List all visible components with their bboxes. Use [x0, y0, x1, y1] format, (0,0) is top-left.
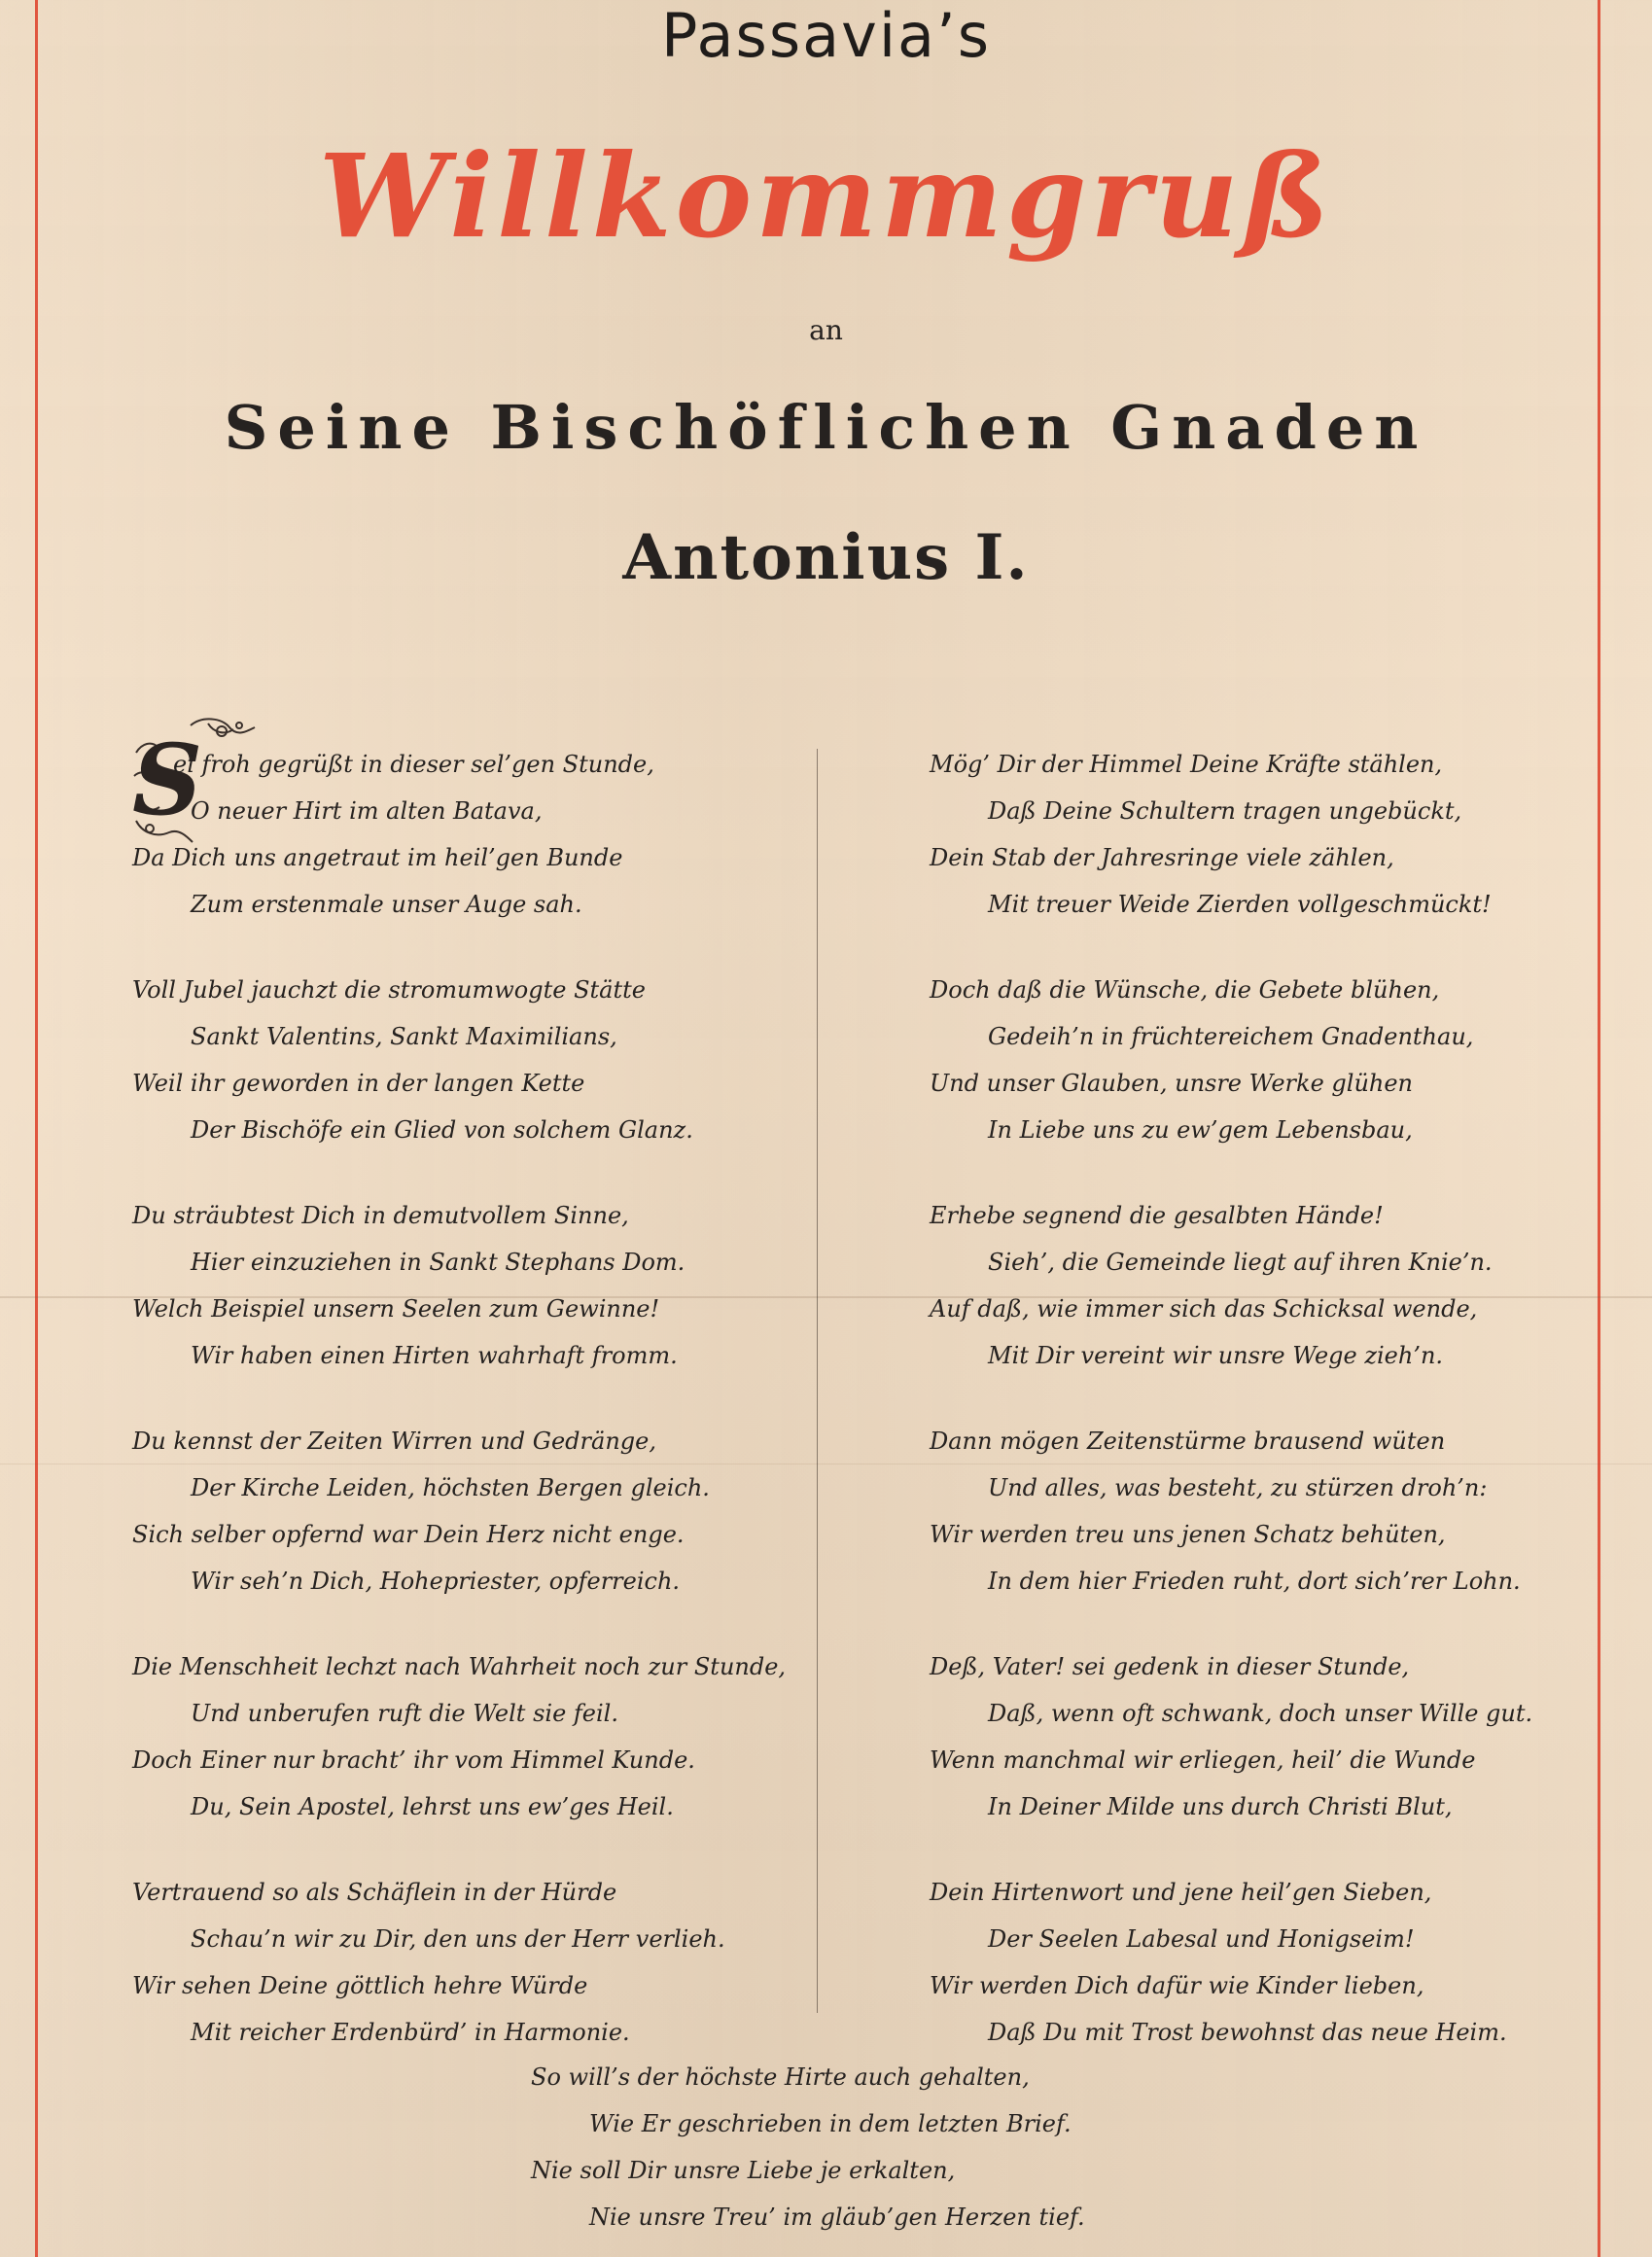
poem-line: Und alles, was besteht, zu stürzen droh’n: — [988, 1474, 1488, 1501]
poem-line: Erhebe segnend die gesalbten Hände! — [930, 1202, 1384, 1229]
poem-line: Doch daß die Wünsche, die Gebete blühen, — [930, 976, 1440, 1004]
poem-line: Sankt Valentins, Sankt Maximilians, — [191, 1023, 617, 1050]
poem-line: Wir sehen Deine göttlich hehre Würde — [132, 1972, 588, 1999]
poem-line: Dann mögen Zeitenstürme brausend wüten — [930, 1428, 1446, 1455]
stanza — [132, 741, 871, 967]
final-stanza — [531, 2054, 1212, 2240]
stanza — [930, 1192, 1652, 1418]
poem-line: Der Bischöfe ein Glied von solchem Glanz. — [191, 1116, 693, 1144]
poem-line: Daß, wenn oft schwank, doch unser Wille gut. — [988, 1700, 1533, 1727]
poem-line: Schau’n wir zu Dir, den uns der Herr verlieh. — [191, 1925, 725, 1953]
poem-line: ei froh gegrüßt in dieser sel’gen Stunde, — [173, 751, 654, 778]
stanza — [930, 1418, 1652, 1643]
stanza — [930, 1643, 1652, 1869]
left-poem-column — [132, 741, 871, 2095]
drop-cap-letter: S — [132, 723, 203, 837]
poem-line: Weil ihr geworden in der langen Kette — [132, 1070, 585, 1097]
poem-line: Gedeih’n in früchtereichem Gnadenthau, — [988, 1023, 1474, 1050]
poem-line: Du sträubtest Dich in demutvollem Sinne, — [132, 1202, 629, 1229]
poem-line: Sieh’, die Gemeinde liegt auf ihren Knie’n. — [988, 1249, 1493, 1276]
poem-line: Du, Sein Apostel, lehrst uns ew’ges Heil. — [191, 1793, 674, 1820]
poem-line: Und unberufen ruft die Welt sie feil. — [191, 1700, 618, 1727]
poem-line: Mit Dir vereint wir unsre Wege zieh’n. — [988, 1342, 1444, 1369]
poem-line: Nie soll Dir unsre Liebe je erkalten, — [531, 2157, 956, 2184]
poem-line: Zum erstenmale unser Auge sah. — [191, 891, 582, 918]
recipient-title: Seine Bischöflichen Gnaden — [224, 392, 1428, 463]
poem-line: Dein Stab der Jahresringe viele zählen, — [930, 844, 1394, 871]
stanza — [132, 1418, 871, 1643]
poem-line: Wir werden treu uns jenen Schatz behüten, — [930, 1521, 1446, 1548]
poem-line: Da Dich uns angetraut im heil’gen Bunde — [132, 844, 623, 871]
poem-line: Mit reicher Erdenbürd’ in Harmonie. — [191, 2019, 630, 2046]
poem-line: Du kennst der Zeiten Wirren und Gedränge, — [132, 1428, 656, 1455]
poem-line: In Deiner Milde uns durch Christi Blut, — [988, 1793, 1453, 1820]
poem-line: O neuer Hirt im alten Batava, — [191, 797, 543, 825]
stanza — [930, 967, 1652, 1192]
poem-line: Voll Jubel jauchzt die stromumwogte Stätte — [132, 976, 646, 1004]
poem-line: Wir haben einen Hirten wahrhaft fromm. — [191, 1342, 678, 1369]
poem-line: In Liebe uns zu ew’gem Lebensbau, — [988, 1116, 1413, 1144]
poem-line: Daß Deine Schultern tragen ungebückt, — [988, 797, 1462, 825]
poem-line: Die Menschheit lechzt nach Wahrheit noch zur Stunde, — [132, 1653, 787, 1680]
poem-line: Hier einzuziehen in Sankt Stephans Dom. — [191, 1249, 685, 1276]
stanza — [132, 967, 871, 1192]
poem-line: Wir seh’n Dich, Hohepriester, opferreich. — [191, 1568, 681, 1595]
stanza — [132, 1643, 871, 1869]
poem-line: Wie Er geschrieben in dem letzten Brief. — [589, 2110, 1072, 2137]
dedication-word: an — [809, 314, 843, 346]
poem-line: In dem hier Frieden ruht, dort sich’rer Lohn. — [988, 1568, 1521, 1595]
poem-line: Nie unsre Treu’ im gläub’gen Herzen tief. — [589, 2204, 1085, 2231]
right-poem-column — [930, 741, 1652, 2095]
poem-line: Der Seelen Labesal und Honigseim! — [988, 1925, 1415, 1953]
poem-line: So will’s der höchste Hirte auch gehalten, — [531, 2063, 1030, 2091]
publisher-heading: Passavia’s — [660, 0, 992, 71]
poem-line: Mit treuer Weide Zierden vollgeschmückt! — [988, 891, 1492, 918]
red-title: Willkommgruß — [318, 128, 1334, 264]
poem-line: Mög’ Dir der Himmel Deine Kräfte stählen, — [930, 751, 1443, 778]
stanza — [132, 1192, 871, 1418]
poem-line: Welch Beispiel unsern Seelen zum Gewinne! — [132, 1295, 660, 1322]
poem-line: Und unser Glauben, unsre Werke glühen — [930, 1070, 1414, 1097]
poem-line: Dein Hirtenwort und jene heil’gen Sieben, — [930, 1879, 1432, 1906]
poem-line: Daß Du mit Trost bewohnst das neue Heim. — [988, 2019, 1507, 2046]
poem-line: Vertrauend so als Schäflein in der Hürde — [132, 1879, 617, 1906]
stanza — [930, 741, 1652, 967]
poem-line: Auf daß, wie immer sich das Schicksal wende, — [930, 1295, 1478, 1322]
poem-line: Sich selber opfernd war Dein Herz nicht enge. — [132, 1521, 685, 1548]
poem-line: Doch Einer nur bracht’ ihr vom Himmel Kunde. — [132, 1746, 695, 1774]
poem-line: Wir werden Dich dafür wie Kinder lieben, — [930, 1972, 1424, 1999]
recipient-name: Antonius I. — [622, 521, 1030, 594]
poem-line: Wenn manchmal wir erliegen, heil’ die Wunde — [930, 1746, 1476, 1774]
poem-line: Deß, Vater! sei gedenk in dieser Stunde, — [930, 1653, 1410, 1680]
poem-line: Der Kirche Leiden, höchsten Bergen gleich. — [191, 1474, 710, 1501]
